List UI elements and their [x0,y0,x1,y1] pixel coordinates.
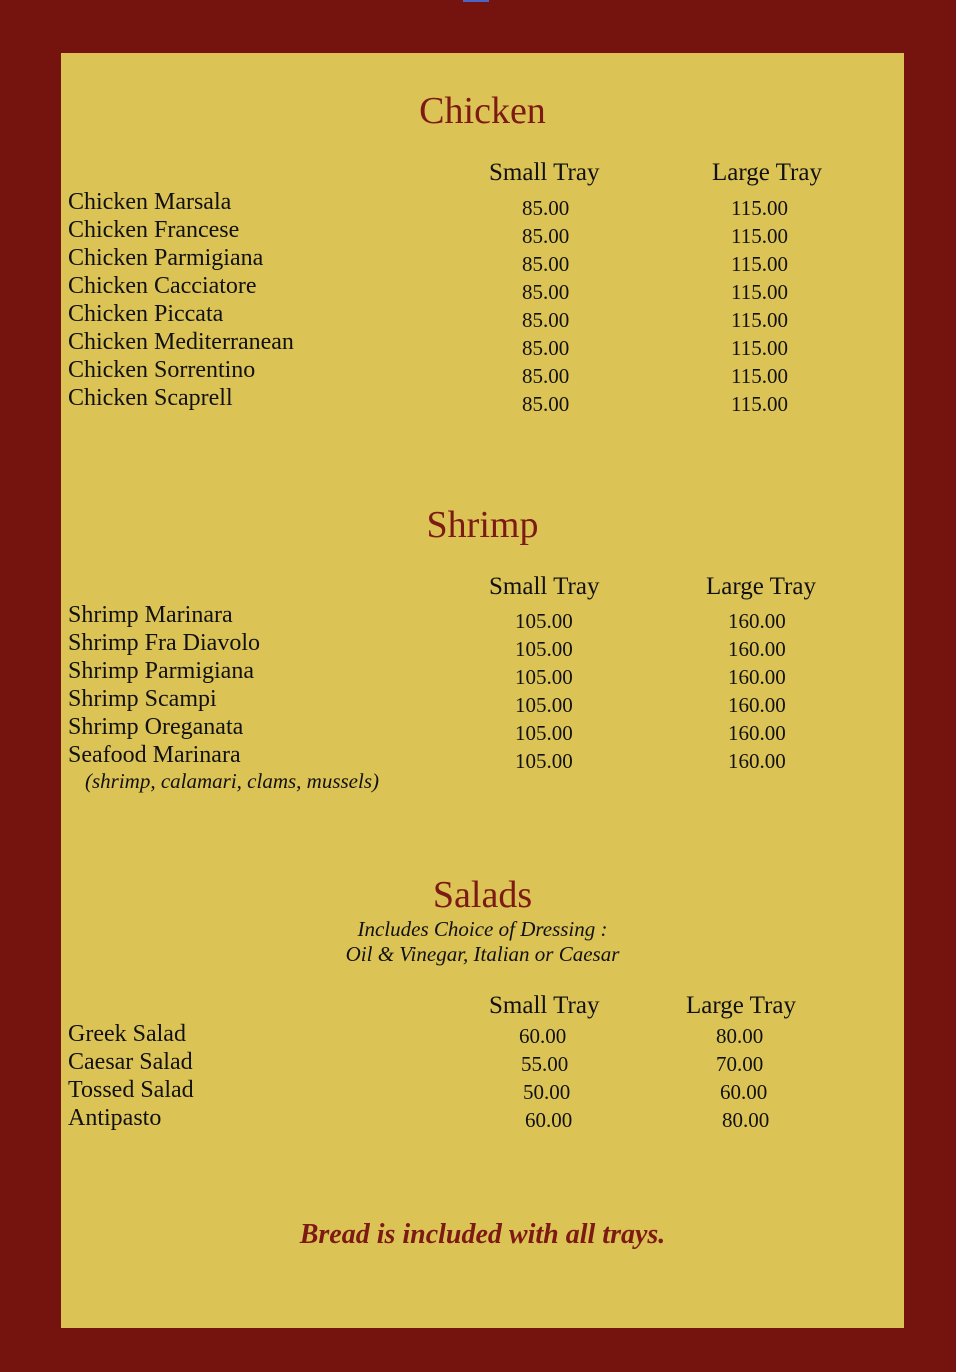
section-title-chicken: Chicken [419,90,546,132]
salad-large-price: 80.00 [716,1024,764,1048]
chicken-large-price: 115.00 [731,252,788,276]
shrimp-item-name: Shrimp Parmigiana [68,658,254,684]
chicken-small-price: 85.00 [522,364,570,388]
salad-item-name: Antipasto [68,1105,162,1131]
shrimp-large-price: 160.00 [728,749,786,773]
section-title-shrimp: Shrimp [426,504,539,546]
bread-included-note: Bread is included with all trays. [299,1219,666,1250]
shrimp-small-price: 105.00 [515,637,573,661]
shrimp-item-name: Shrimp Oreganata [68,714,244,740]
shrimp-small-price: 105.00 [515,665,573,689]
chicken-large-price: 115.00 [731,308,788,332]
salad-item-name: Tossed Salad [68,1077,194,1103]
chicken-large-price: 115.00 [731,224,788,248]
menu-card [61,53,904,1328]
salad-large-price: 60.00 [720,1080,768,1104]
shrimp-large-price: 160.00 [728,665,786,689]
salads-dressing-note-line-2: Oil & Vinegar, Italian or Caesar [345,942,620,966]
chicken-item-name: Chicken Piccata [68,301,224,327]
salads-large-tray-header: Large Tray [686,992,796,1019]
shrimp-small-price: 105.00 [515,693,573,717]
chicken-small-price: 85.00 [522,224,570,248]
chicken-large-price: 115.00 [731,364,788,388]
shrimp-small-tray-header: Small Tray [489,573,600,600]
chicken-large-price: 115.00 [731,196,788,220]
chicken-large-price: 115.00 [731,336,788,360]
chicken-small-price: 85.00 [522,392,570,416]
chicken-item-name: Chicken Francese [68,217,240,243]
chicken-item-name: Chicken Sorrentino [68,357,256,383]
salad-large-price: 80.00 [722,1108,770,1132]
chicken-item-name: Chicken Marsala [68,189,232,215]
seafood-marinara-note: (shrimp, calamari, clams, mussels) [85,769,379,793]
shrimp-large-price: 160.00 [728,721,786,745]
shrimp-item-name: Shrimp Marinara [68,602,233,628]
salad-small-price: 50.00 [523,1080,571,1104]
salads-dressing-note-line-1: Includes Choice of Dressing : [357,917,608,941]
chicken-item-name: Chicken Parmigiana [68,245,264,271]
shrimp-small-price: 105.00 [515,609,573,633]
shrimp-item-name: Seafood Marinara [68,742,241,768]
shrimp-large-price: 160.00 [728,609,786,633]
salad-small-price: 55.00 [521,1052,569,1076]
shrimp-large-price: 160.00 [728,693,786,717]
salad-small-price: 60.00 [519,1024,567,1048]
shrimp-item-name: Shrimp Scampi [68,686,217,712]
shrimp-item-name: Shrimp Fra Diavolo [68,630,260,656]
salads-small-tray-header: Small Tray [489,992,600,1019]
salad-item-name: Caesar Salad [68,1049,193,1075]
salad-item-name: Greek Salad [68,1021,186,1047]
chicken-item-name: Chicken Mediterranean [68,329,294,355]
salad-large-price: 70.00 [716,1052,764,1076]
chicken-small-price: 85.00 [522,196,570,220]
top-indicator [463,0,489,2]
chicken-small-price: 85.00 [522,336,570,360]
salad-small-price: 60.00 [525,1108,573,1132]
section-title-salads: Salads [432,874,533,916]
chicken-small-tray-header: Small Tray [489,159,600,186]
chicken-large-price: 115.00 [731,392,788,416]
shrimp-small-price: 105.00 [515,721,573,745]
chicken-small-price: 85.00 [522,308,570,332]
shrimp-large-tray-header: Large Tray [706,573,816,600]
chicken-large-price: 115.00 [731,280,788,304]
shrimp-large-price: 160.00 [728,637,786,661]
chicken-item-name: Chicken Scaprell [68,385,233,411]
chicken-large-tray-header: Large Tray [712,159,822,186]
shrimp-small-price: 105.00 [515,749,573,773]
chicken-item-name: Chicken Cacciatore [68,273,257,299]
chicken-small-price: 85.00 [522,280,570,304]
chicken-small-price: 85.00 [522,252,570,276]
